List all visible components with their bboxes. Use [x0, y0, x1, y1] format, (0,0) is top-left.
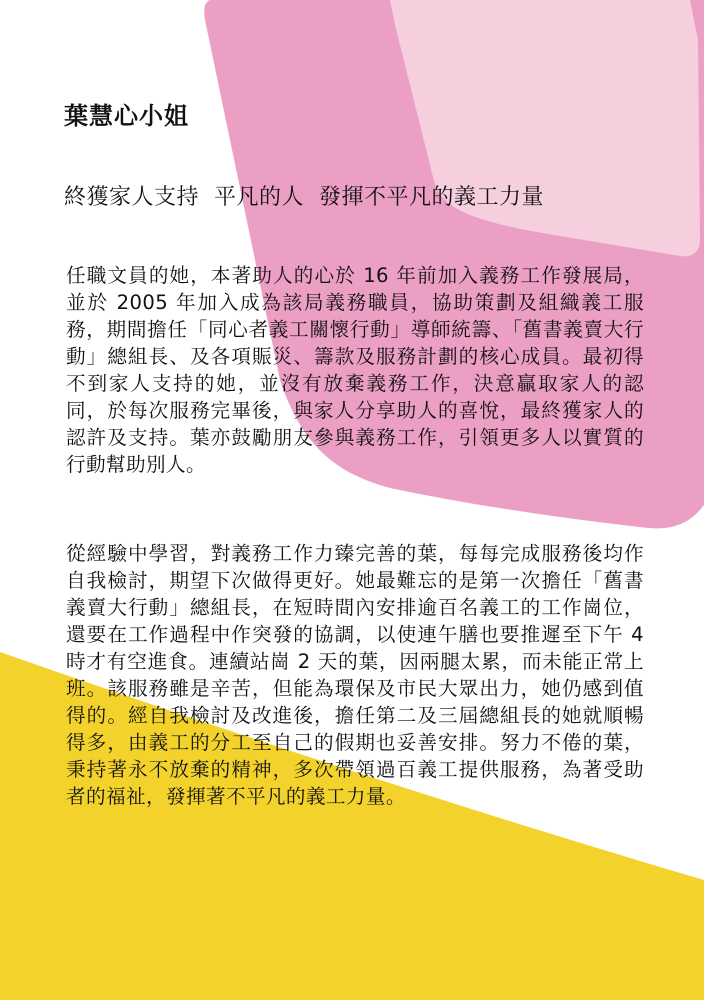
paragraph-1: 任職文員的她，本著助人的心於 16 年前加入義務工作發展局，並於 2005 年加入成為該局義務職員，協助策劃及組織義工服務，期間擔任「同心者義工關懷行動」導師統籌、「舊書義賣大行動」總組長、及各項賑災、籌款及服務計劃的核心成員。最初得不到家人支持的她，並沒有放棄義務工作，決意贏取家人的認同，於每次服務完畢後，與家人分享助人的喜悅，最終獲家人的認許及支持。葉亦鼓勵朋友參與義務工作，引領更多人以實質的行動幫助別人。 [66, 264, 644, 476]
person-name: 葉慧心小姐 [64, 102, 189, 130]
headline: 終獲家人支持 平凡的人 發揮不平凡的義工力量 [64, 185, 544, 210]
paragraph-2: 從經驗中學習，對義務工作力臻完善的葉，每每完成服務後均作自我檢討，期望下次做得更好。她最難忘的是第一次擔任「舊書義賣大行動」總組長，在短時間內安排逾百名義工的工作崗位，還要在工作過程中作突發的協調，以使連午膳也要推遲至下午 4 時才有空進食。連續站崗 2 天的葉，因兩腿太累，而未能正常上班。該服務雖是辛苦，但能為環保及市民大眾出力，她仍感到值得的。經自我檢討及改進後，擔任第二及三屆總組長的她就順暢得多，由義工的分工至自己的假期也妥善安排。努力不倦的葉，秉持著永不放棄的精神，多次帶領過百義工提供服務，為著受助者的福祉，發揮著不平凡的義工力量。 [66, 542, 644, 808]
